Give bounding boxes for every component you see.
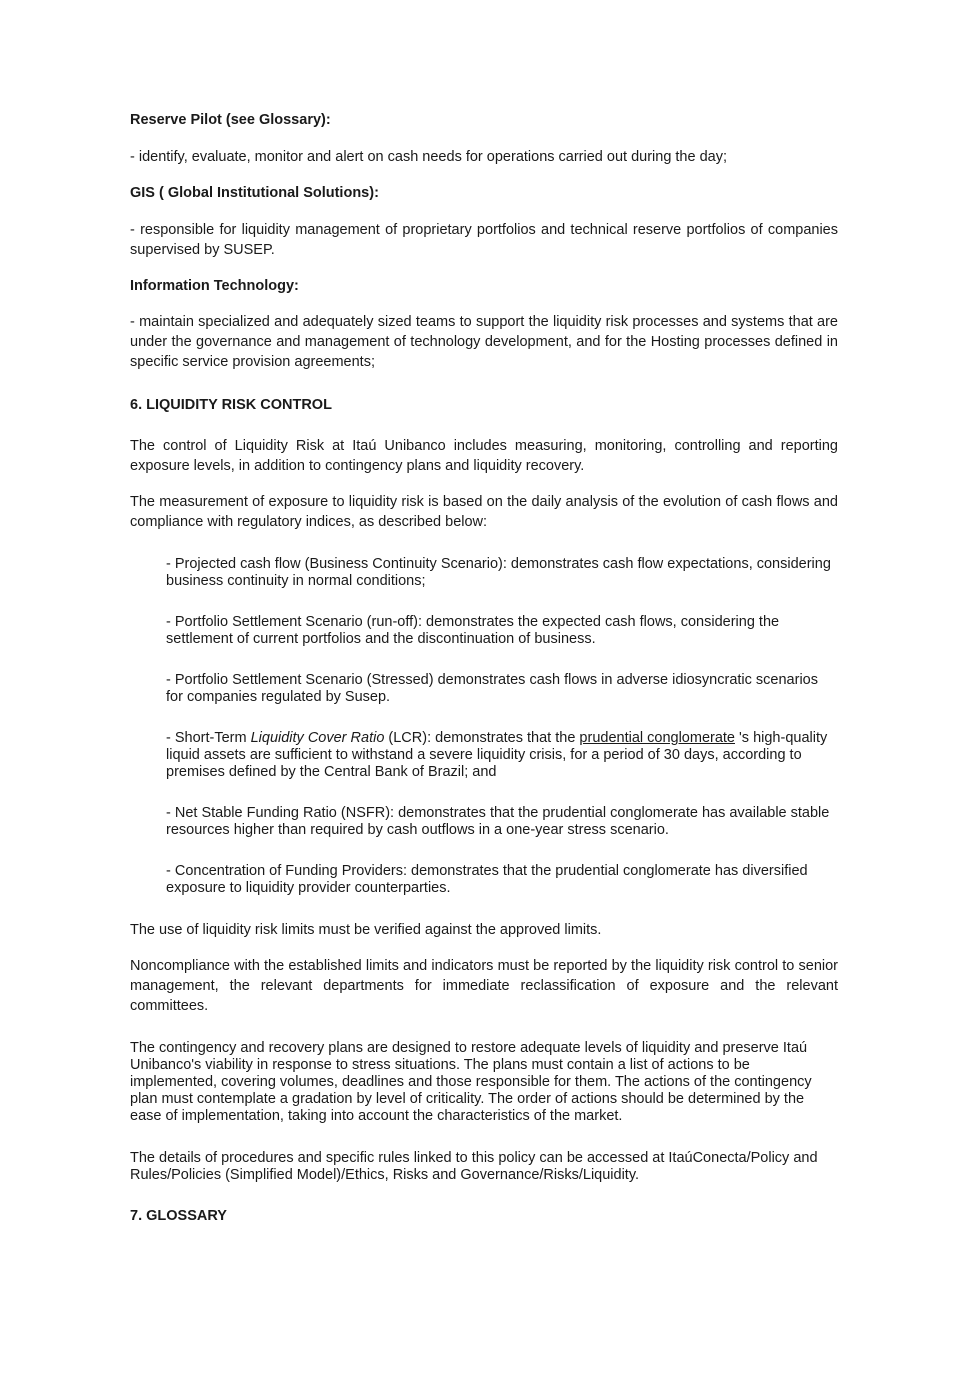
reserve-pilot-text: - identify, evaluate, monitor and alert on cash needs for operations carried out during the day; xyxy=(130,149,727,165)
bullet-projected-cash-flow: - Projected cash flow (Business Continuity Scenario): demonstrates cash flow expectations, considering business continuity in normal conditions; xyxy=(166,556,831,589)
measurement-paragraph: The measurement of exposure to liquidity risk is based on the daily analysis of the evolution of cash flows and compliance with regulatory indices, as described below: xyxy=(130,494,838,530)
lcr-term: Liquidity Cover Ratio xyxy=(250,730,385,746)
reserve-pilot-heading: Reserve Pilot (see Glossary): xyxy=(130,112,331,128)
noncompliance-paragraph: Noncompliance with the established limits and indicators must be reported by the liquidity risk control to senior management, the relevant departments for immediate reclassification of exposure and the relevant committees. xyxy=(130,958,838,1014)
bullet-run-off: - Portfolio Settlement Scenario (run-off): demonstrates the expected cash flows, considering the settlement of current portfolios and the discontinuation of business. xyxy=(166,614,780,647)
section-6-intro: The control of Liquidity Risk at Itaú Unibanco includes measuring, monitoring, controlling and reporting exposure levels, in addition to contingency plans and liquidity recovery. xyxy=(130,438,838,474)
lcr-suffix: 's high-quality liquid assets are sufficient to withstand a severe liquidity crisis, for a period of 30 days, according to premises defined by the Central Bank of Brazil; and xyxy=(166,730,828,780)
lcr-prefix: - Short-Term xyxy=(166,730,251,746)
contingency-paragraph: The contingency and recovery plans are designed to restore adequate levels of liquidity and preserve Itaú Unibanco's viability in response to stress situations. The plans must contain a list of actions to be implemented, covering volumes, deadlines and those responsible for them. The actions of the contingency plan must contemplate a gradation by level of criticality. The order of actions should be determined by the ease of implementation, taking into account the characteristics of the market. xyxy=(130,1040,812,1124)
bullet-nsfr: - Net Stable Funding Ratio (NSFR): demonstrates that the prudential conglomerate has available stable resources higher than required by cash outflows in a one-year stress scenario. xyxy=(166,805,830,838)
details-paragraph: The details of procedures and specific rules linked to this policy can be accessed at ItaúConecta/Policy and Rules/Policies (Simplified Model)/Ethics, Risks and Governance/Risks/Liquidity. xyxy=(130,1150,818,1183)
it-heading: Information Technology: xyxy=(130,278,299,294)
limits-paragraph: The use of liquidity risk limits must be verified against the approved limits. xyxy=(130,922,602,938)
bullet-lcr xyxy=(166,730,838,781)
bullet-concentration: - Concentration of Funding Providers: demonstrates that the prudential conglomerate has diversified exposure to liquidity provider counterparties. xyxy=(166,863,808,896)
bullet-stressed: - Portfolio Settlement Scenario (Stressed) demonstrates cash flows in adverse idiosyncratic scenarios for companies regulated by Susep. xyxy=(166,672,818,705)
section-7-title: 7. GLOSSARY xyxy=(130,1208,227,1224)
section-6-title: 6. LIQUIDITY RISK CONTROL xyxy=(130,397,332,413)
gis-heading: GIS ( Global Institutional Solutions): xyxy=(130,185,379,201)
it-text: - maintain specialized and adequately sized teams to support the liquidity risk processes and systems that are under the governance and management of technology development, and for the Hosting processes defined in specific service provision agreements; xyxy=(130,314,838,370)
gis-text: - responsible for liquidity management of proprietary portfolios and technical reserve portfolios of companies supervised by SUSEP. xyxy=(130,222,838,258)
lcr-mid: (LCR): demonstrates that the xyxy=(384,730,580,746)
prudential-conglomerate-link[interactable]: prudential conglomerate xyxy=(579,730,735,746)
